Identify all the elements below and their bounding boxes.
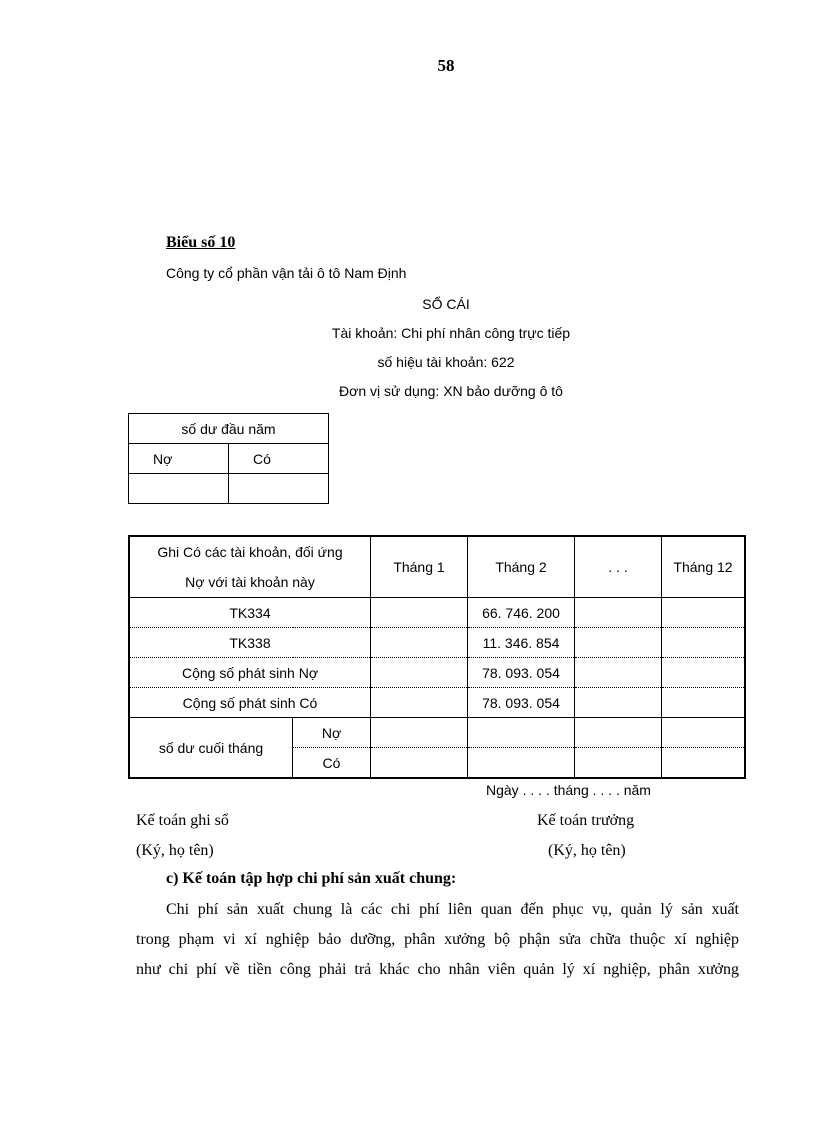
opening-debit-label: Nợ	[129, 444, 229, 474]
closing-debit-month2	[468, 718, 575, 748]
paragraph-line: Chi phí sản xuất chung là các chi phí liên quan đến phục vụ, quản lý sản xuất	[166, 901, 739, 918]
header-month-12: Tháng 12	[662, 536, 746, 598]
table-row	[129, 688, 745, 718]
closing-debit-month12	[662, 718, 746, 748]
closing-debit-row	[129, 718, 745, 748]
row-ellipsis	[575, 688, 662, 718]
page-number: 58	[437, 56, 455, 75]
row-label: TK334	[129, 598, 371, 628]
ledger-header-row	[129, 536, 745, 598]
row-month1	[371, 628, 468, 658]
date-line: Ngày . . . . tháng . . . . năm	[486, 782, 651, 798]
header-line-1: Ghi Có các tài khoản, đối ứng	[157, 544, 343, 560]
row-ellipsis	[575, 658, 662, 688]
row-ellipsis	[575, 598, 662, 628]
header-month-2: Tháng 2	[468, 536, 575, 598]
row-month12	[662, 628, 746, 658]
opening-balance-table	[128, 413, 329, 504]
row-month1	[371, 688, 468, 718]
paragraph-line: trong phạm vi xí nghiệp bảo dưỡng, phân xưởng bộ phận sửa chữa thuộc xí nghiệp	[136, 931, 739, 948]
closing-credit-label: Có	[293, 748, 371, 779]
closing-credit-month2	[468, 748, 575, 779]
row-month12	[662, 598, 746, 628]
section-heading: c) Kế toán tập hợp chi phí sản xuất chung:	[166, 870, 457, 887]
ledger-table	[128, 535, 746, 779]
opening-debit-value	[129, 474, 229, 504]
bookkeeper-sign-note: (Ký, họ tên)	[136, 842, 214, 859]
closing-credit-month1	[371, 748, 468, 779]
table-row	[129, 598, 745, 628]
chief-accountant-title: Kế toán trưởng	[537, 812, 635, 829]
row-month2: 66. 746. 200	[468, 598, 575, 628]
row-month12	[662, 658, 746, 688]
company-name: Công ty cổ phần vận tải ô tô Nam Định	[166, 265, 407, 281]
row-month2: 11. 346. 854	[468, 628, 575, 658]
header-month-1: Tháng 1	[371, 536, 468, 598]
row-month1	[371, 658, 468, 688]
paragraph-line: như chi phí về tiền công phải trả khác cho nhân viên quản lý xí nghiệp, phân xưởng	[136, 961, 739, 978]
closing-debit-month1	[371, 718, 468, 748]
using-unit: Đơn vị sử dụng: XN bảo dưỡng ô tô	[339, 383, 563, 399]
header-line-2: Nợ với tài khoản này	[185, 574, 315, 590]
bookkeeper-title: Kế toán ghi sổ	[136, 812, 229, 829]
closing-credit-ellipsis	[575, 748, 662, 779]
chief-accountant-sign-note: (Ký, họ tên)	[548, 842, 626, 859]
row-ellipsis	[575, 628, 662, 658]
opening-balance-title: số dư đầu năm	[129, 414, 329, 444]
account-name: Tài khoản: Chi phí nhân công trực tiếp	[331, 325, 571, 341]
opening-credit-label: Có	[229, 444, 329, 474]
account-number: số hiệu tài khoản: 622	[377, 354, 515, 370]
row-label: Cộng số phát sinh Nợ	[129, 658, 371, 688]
row-month2: 78. 093. 054	[468, 658, 575, 688]
ledger-title: SỔ CÁI	[422, 296, 470, 312]
row-label: TK338	[129, 628, 371, 658]
closing-debit-ellipsis	[575, 718, 662, 748]
row-label: Cộng số phát sinh Có	[129, 688, 371, 718]
closing-debit-label: Nợ	[293, 718, 371, 748]
table-row	[129, 658, 745, 688]
header-account-cell	[129, 536, 371, 598]
header-ellipsis: . . .	[575, 536, 662, 598]
table-row	[129, 628, 745, 658]
row-month1	[371, 598, 468, 628]
row-month2: 78. 093. 054	[468, 688, 575, 718]
opening-credit-value	[229, 474, 329, 504]
row-month12	[662, 688, 746, 718]
closing-balance-label: số dư cuối tháng	[129, 718, 293, 779]
closing-credit-month12	[662, 748, 746, 779]
form-label: Biểu số 10	[166, 234, 236, 251]
